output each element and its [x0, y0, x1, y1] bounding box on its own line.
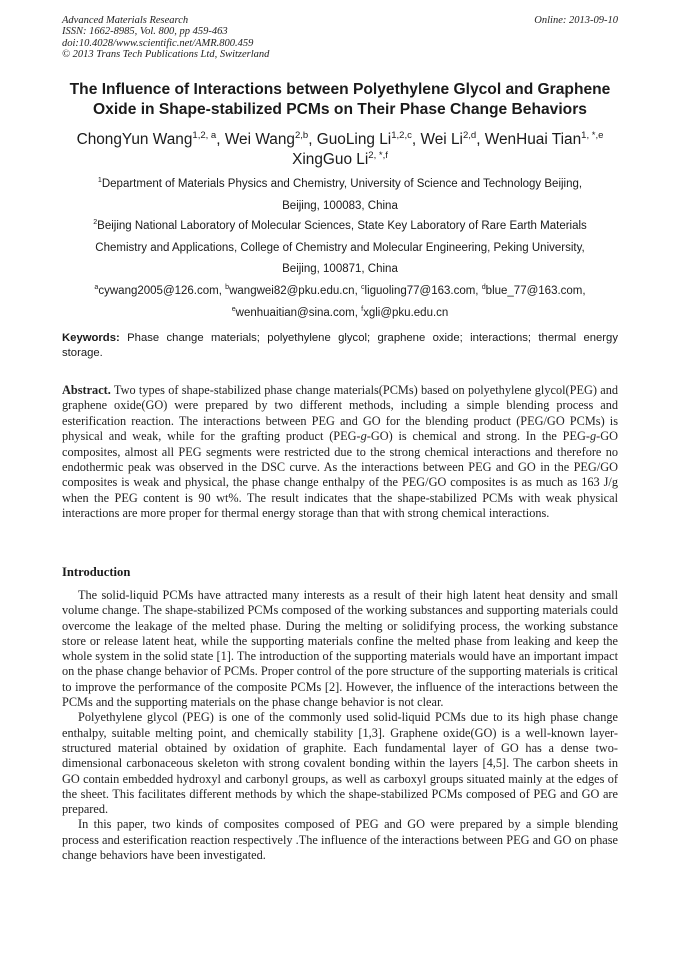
introduction-heading: Introduction	[62, 565, 131, 579]
email-marker: f	[361, 304, 364, 313]
paper-title	[62, 80, 618, 120]
issn-line: ISSN: 1662-8985, Vol. 800, pp 459-463	[62, 26, 228, 38]
email-address: xgli@pku.edu.cn	[363, 306, 449, 319]
email-marker: d	[481, 283, 486, 292]
doi-line: doi:10.4028/www.scientific.net/AMR.800.459	[62, 37, 254, 49]
keywords-label: Keywords:	[62, 332, 120, 344]
author-name: GuoLing Li	[316, 131, 392, 148]
abstract-text: -GO composites, almost all PEG segments were restricted due to the strong chemical interactions and therefore no endothermic peak was observed in the DSC curve. As the interactions between PEG and GO in the PEG/GO composites is weak and physical, the phase change enthalpy of the PEG/GO composites is as much as 163 J/g when the PEG content is 90 wt%. The result indicates that the shape-stabilized PCMs with weak physical interactions are more proper for thermal energy storage than that with strong chemical interactions.	[62, 429, 618, 521]
affiliation-text: Chemistry and Applications, College of Chemistry and Molecular Engineering, Peking University,	[95, 241, 585, 254]
abstract-italic-g: g	[360, 429, 367, 444]
title-line-2: Oxide in Shape-stabilized PCMs on Their Phase Change Behaviors	[93, 101, 587, 118]
email-address: liguoling77@163.com,	[364, 285, 482, 297]
affiliation-2	[62, 216, 618, 281]
journal-name: Advanced Materials Research	[62, 15, 189, 26]
body-paragraph: Polyethylene glycol (PEG) is one of the commonly used solid-liquid PCMs due to its high phase change enthalpy, suitable melting point, and chemically stability [1,3]. Graphene oxide(GO) is a well-known layer-structured material obtained by oxidation of graphite. Each fundamental layer of GO has a dense two-dimensional carbonaceous skeleton with strong covalent bonding within the layers [4,5]. The carbon sheets in GO contain embedded hydroxyl and carbonyl groups, as well as carboxyl groups situated mainly at the edges of the sheet. This facilitates different methods by which the shape-stabilized PCMs composed of PEG and GO are prepared.	[62, 710, 618, 817]
author-name: WenHuai Tian	[484, 131, 582, 148]
affiliation-text: Beijing, 100083, China	[282, 199, 398, 212]
email-address: wangwei82@pku.edu.cn,	[229, 285, 361, 297]
affiliation-number: 2	[93, 218, 98, 227]
affiliation-text: Department of Materials Physics and Chemistry, University of Science and Technology Beijing,	[101, 178, 583, 190]
email-marker: a	[94, 283, 99, 292]
abstract-italic-g: g	[589, 429, 597, 444]
introduction-body	[62, 588, 618, 863]
keywords-section	[62, 331, 618, 360]
author-list	[62, 130, 618, 170]
copyright-line: © 2013 Trans Tech Publications Ltd, Switzerland	[62, 49, 270, 61]
email-address: wenhuaitian@sina.com,	[235, 306, 362, 319]
author-affiliation-marker: 1, *,e	[581, 129, 604, 141]
keywords-text: Phase change materials; polyethylene glycol; graphene oxide; interactions; thermal energy storage.	[62, 332, 618, 359]
author-affiliation-marker: 2,b	[294, 129, 309, 141]
author-name: XingGuo Li	[292, 151, 369, 168]
email-address: blue_77@163.com,	[485, 285, 586, 297]
publication-header	[62, 15, 618, 61]
author-name: Wei Wang	[224, 131, 295, 148]
author-separator: ,	[216, 131, 225, 148]
email-marker: b	[225, 283, 230, 292]
author-affiliation-marker: 2,d	[462, 129, 477, 141]
abstract-label: Abstract.	[62, 383, 111, 397]
author-separator: ,	[411, 131, 421, 148]
title-line-1: The Influence of Interactions between Polyethylene Glycol and Graphene	[69, 81, 611, 98]
abstract-text: -GO) is chemical and strong. In the PEG-	[366, 429, 590, 444]
author-separator: ,	[476, 131, 485, 148]
online-date: Online: 2013-09-10	[534, 15, 618, 26]
affiliation-text: Beijing, 100871, China	[282, 263, 398, 276]
abstract-section	[62, 383, 618, 522]
affiliation-1	[62, 174, 618, 217]
email-marker: c	[360, 283, 365, 292]
author-emails	[62, 281, 618, 324]
affiliation-text: Beijing National Laboratory of Molecular Sciences, State Key Laboratory of Rare Earth Materials	[97, 220, 587, 232]
author-affiliation-marker: 1,2, a	[192, 129, 217, 141]
body-paragraph: In this paper, two kinds of composites composed of PEG and GO were prepared by a simple blending process and esterification reaction respectively .The influence of the interactions between PEG and GO on phase change behaviors have been investigated.	[62, 817, 618, 863]
email-address: cywang2005@126.com,	[98, 285, 226, 297]
author-name: ChongYun Wang	[76, 131, 193, 148]
affiliation-number: 1	[97, 176, 102, 185]
author-separator: ,	[308, 131, 317, 148]
author-affiliation-marker: 2, *,f	[368, 149, 388, 161]
author-name: Wei Li	[420, 131, 463, 148]
body-paragraph: The solid-liquid PCMs have attracted many interests as a result of their high latent heat density and small volume change. The shape-stabilized PCMs composed of the working substances and supporting materials could overcome the leakage of the melted phase. During the melting or solidifying process, the working substance store or release latent heat, while the supporting materials confine the melted phase from leaking and keep the whole system in the solid state [1]. The introduction of the supporting materials would have an important impact on the phase change behavior of PCMs. Proper control of the pore structure of the supporting materials is critical to improve the performance of the composite PCMs [2]. However, the influence of the interactions between the PCMs and the supporting materials on the phase change behavior is not clear.	[62, 588, 618, 710]
author-affiliation-marker: 1,2,c	[391, 129, 412, 141]
email-marker: e	[231, 304, 236, 313]
abstract-text: Two types of shape-stabilized phase change materials(PCMs) based on polyethylene glycol(PEG) and graphene oxide(GO) were prepared by two different methods, including a simple blending process and esterification reaction. The interactions between PEG and GO for the blending product (PEG/GO PCMs) is physical and weak, while for the grafting product (PEG-	[62, 383, 618, 444]
